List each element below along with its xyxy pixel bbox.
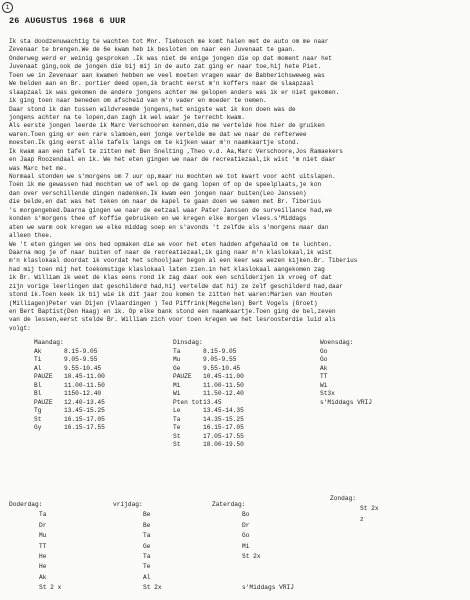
subject-code: Dr: [242, 521, 250, 529]
text-line: Daar stond ik dan tussen wildvreemde jongens,het enigste wat ik kon doen was de: [9, 105, 296, 113]
subject-code: Mu: [39, 532, 47, 540]
text-line: Als eerste jongen leerde ik Marc Verschooren kennen,die me vertelde hoe hier de gruiken: [9, 122, 325, 130]
schedule-row: [320, 373, 372, 382]
schedule-row: [34, 382, 105, 391]
subject-code: Mi: [173, 381, 181, 389]
time-slot: 11.50-12.40: [203, 390, 244, 397]
text-line: dan over verschillende dingen nadenken.Ik kwam een jongen naar buiten(Leo Janssen): [9, 189, 307, 197]
subject-code: Ta: [173, 347, 181, 355]
schedule-row: [173, 348, 244, 357]
schedule-row: [173, 382, 244, 391]
schedule-friday: [113, 500, 162, 594]
schedule-row: [173, 433, 244, 442]
subject-code: Ta: [143, 552, 151, 560]
text-line: moesten.Ik ging eerst alle tafels langs om te kijken waar m'n naamkaartje stond.: [9, 139, 300, 147]
text-line: had mij toen mij het toekomstige klaslokaal laten zien.in het klaslokaal aangekomen zag: [9, 265, 325, 273]
schedule-row: [173, 407, 244, 416]
subject-code: Pten tot: [173, 398, 203, 406]
time-slot: 11.00-11.50: [64, 381, 105, 389]
subject-code: [212, 573, 294, 583]
schedule-thursday: [9, 500, 61, 594]
text-line: 's morgengebed.Daarna gingen we naar de eetzaal waar Pater Janssen de surveillance had,we: [9, 206, 332, 214]
subject-code: s'Middags VRIJ: [320, 398, 372, 406]
time-slot: 13.45-15.25: [64, 407, 105, 414]
text-line: die belde,en dat was het teken om naar de kapel te gaan doen we samen met Br. Tiberius: [9, 198, 322, 206]
schedule-day-header: Woensdag:: [320, 339, 354, 346]
subject-code: St: [34, 415, 42, 423]
text-line: zijn vorige leerlingen dat geschilderd had,hij vertelde dat hij ze zelf geschilderd had,daar: [9, 282, 343, 290]
subject-code: [212, 562, 294, 572]
text-line: slaapzaal ik was gekomen de andere jongens achter me gelopen anders was ik er niet gekomen.: [9, 88, 340, 96]
schedule-row: [173, 441, 244, 450]
schedule-row: [34, 416, 105, 425]
schedule-wednesday: [320, 339, 372, 407]
time-slot: 18.00-19.50: [203, 441, 244, 448]
text-line: Toen we in Zevenaar aan kwamen hebben we veel moeten vragen waar de Babberichsweweg was: [9, 71, 325, 79]
schedule-day-header: Zondag:: [330, 495, 356, 502]
text-line: Daarna mog je of naar buiten of naar de recreatiezaal,ik ging naar m'n klaslokaal,ik wist: [9, 248, 332, 256]
text-line: Ik sta doodzenuwachtig te wachten tot Mnr. Tiebosch me komt halen met de auto om me naar: [9, 38, 329, 45]
schedule-sunday: [330, 494, 379, 525]
text-line: en Bert Baptist(Den Haag) en ik. Op elke bank stond een naamkaartje.Toen ging de bel,zeven: [9, 308, 336, 315]
text-line: waren.Toen ging er een rare slamoen,een jonge vertelde me dat we naar de refterwee: [9, 130, 307, 138]
schedule-row: [320, 390, 372, 399]
schedule-row: [34, 373, 105, 382]
schedule-row: [173, 390, 244, 399]
subject-code: St3x: [320, 390, 335, 397]
text-line: jongens achter na te lopen,dan zagh ik wel waar je terrecht kwam.: [9, 113, 245, 121]
text-line: We belden aan en Br. portier deed open,ik bracht eerst m'n koffers naar de slaapzaal: [9, 80, 314, 88]
subject-code: St 2 x: [39, 584, 62, 592]
subject-code: Te: [143, 563, 151, 571]
text-line: Juvenaat ging,ook de jongen die bij mij in de auto zat ging er naar toe,hij hete Piet.: [9, 63, 322, 71]
schedule-row: [173, 416, 244, 425]
schedule-row: [34, 399, 105, 408]
time-slot: 10.45-11.00: [64, 373, 105, 380]
subject-code: Go: [320, 347, 328, 355]
text-line: was Marc het me.: [9, 164, 68, 172]
subject-code: Ak: [34, 347, 42, 355]
text-line: en Jaap Roozendaal en ik. We het eten gingen we naar de recreatiezaal,ik wist 'm niet daar: [9, 156, 336, 164]
text-line: (Milliagen)Peter van Dijen (Vlaardingen ) Ted Piffrink(Megchelen) Bert Vogels (Groet): [9, 299, 318, 307]
schedule-row: [173, 399, 244, 408]
subject-code: Wi: [320, 381, 328, 389]
text-line: Zevenaar te brengen.We de 6e kwam heb ik besloten om naar een Juvenaat te gaan.: [9, 46, 296, 54]
schedule-row: [34, 356, 105, 365]
text-line: ik ging toen naar beneden om afscheid van m'n vader en moeder te nemen.: [9, 97, 267, 105]
time-slot: 9.05-9.55: [64, 356, 98, 363]
time-slot: 11.00-11.50: [203, 381, 244, 389]
subject-code: Gy: [34, 424, 42, 431]
schedule-row: [173, 356, 244, 365]
subject-code: Be: [143, 511, 151, 519]
subject-code: PAUZE: [34, 398, 53, 406]
text-line: stond ik.Toen keek ik bij wie ik dit jaar zou komen te zitten het waren:Marien van Houten: [9, 291, 332, 299]
text-line: m'n klaslokaal doordat ik voordat het schooljaar begon al een keer was wezen kijken.Br. Tiberius: [9, 257, 358, 265]
time-slot: 8.15-9.05: [203, 347, 237, 355]
time-slot: 9.55-10.45: [203, 364, 241, 372]
page-number-mark: 1: [2, 2, 13, 13]
time-slot: 8.15-9.05: [64, 347, 98, 355]
schedule-saturday: [212, 500, 294, 594]
text-line: Onderweg werd er weinig gesproken .Ik was niet de enige jongen die op dat moment naar het: [9, 54, 332, 62]
schedule-day-header: Dinsdag:: [173, 339, 203, 346]
subject-code: Wi: [173, 390, 181, 397]
time-slot: 12.40-13.45: [64, 398, 105, 406]
schedule-row: [320, 382, 372, 391]
text-line: ik Br. William ik weet de klas eens rond ik zag daar ook een schilderijen ik vroeg of dat: [9, 274, 332, 282]
subject-code: He: [39, 563, 47, 571]
schedule-row: [173, 373, 244, 382]
text-line: Normaal stonden we s'morgens om 7 uur op,maar nu mochten we tot kwart voor acht uitslapen.: [9, 173, 336, 180]
subject-code: Bl: [34, 390, 42, 397]
text-line: volgt:: [9, 324, 31, 332]
text-line: Ik kwam aan een tafel te zitten met Ben Snelting ,Theo v.d. Aa,Marc Verschoore,Jos Ramaekers: [9, 147, 343, 155]
subject-code: Ta: [173, 415, 181, 423]
time-slot: 10.45-11.00: [203, 373, 244, 380]
subject-code: St: [173, 441, 181, 448]
subject-code: s'Middags VRIJ: [242, 584, 294, 592]
subject-code: St 2x: [143, 584, 162, 592]
time-slot: 16.15-17.05: [64, 415, 105, 423]
subject-code: Ak: [320, 364, 328, 372]
schedule-row: [34, 424, 105, 433]
text-line: We 't eten gingen we ons bed opmaken die we voor het eten hadden afgehaald om te luchten.: [9, 240, 332, 248]
subject-code: Mi: [242, 542, 250, 550]
time-slot: 14.35-15.25: [203, 415, 244, 423]
subject-code: Le: [173, 407, 181, 414]
time-slot: 16.15-17.55: [64, 424, 105, 431]
subject-code: Be: [143, 521, 151, 529]
time-slot: 1150-12.40: [64, 390, 102, 397]
text-line: Toen ik me gewassen had mochten we of wel op de gang lopen of op de speelplaats,je kon: [9, 181, 322, 189]
subject-code: Ta: [143, 532, 151, 540]
time-slot: 13.45-14.35: [203, 407, 244, 414]
text-line: alleen thee.: [9, 232, 53, 240]
text-line: van de lessen,eerst stelde Br. William zich voor toen kregen we het lesroosterdie luid als: [9, 316, 336, 324]
schedule-day-header: vrijdag:: [113, 501, 143, 508]
subject-code: TT: [39, 542, 47, 550]
subject-code: Ge: [143, 542, 151, 550]
diary-heading: 26 AUGUSTUS 1968 6 UUR: [9, 16, 126, 26]
subject-code: Ge: [173, 364, 181, 372]
text-line: konden s'morgens thee of koffie gebruiken en we kregen elke morgen vlees.s'Middags: [9, 215, 307, 223]
subject-code: Ti: [34, 356, 42, 363]
subject-code: He: [39, 552, 47, 560]
schedule-row: [34, 390, 105, 399]
schedule-row: [34, 407, 105, 416]
subject-code: z: [360, 515, 364, 523]
schedule-day-header: Doderdag:: [9, 501, 43, 508]
subject-code: Dr: [39, 521, 47, 529]
subject-code: Bl: [34, 381, 42, 389]
subject-code: PAUZE: [173, 373, 192, 380]
schedule-day-header: Maandag:: [34, 339, 64, 346]
subject-code: Tg: [34, 407, 42, 414]
schedule-row: [320, 399, 372, 408]
subject-code: Go: [242, 532, 250, 540]
subject-code: St 2x: [360, 505, 379, 513]
schedule-row: [34, 365, 105, 374]
subject-code: Bo: [242, 511, 250, 519]
schedule-monday: [34, 339, 105, 433]
text-line: aten we warm ook kregen we elke middag soep en s'avonds 't zelfde als s'morgens maar dan: [9, 223, 329, 231]
schedule-row: [173, 365, 244, 374]
subject-code: Al: [143, 573, 151, 581]
time-slot: 9.05-9.55: [203, 356, 237, 363]
schedule-row: [320, 365, 372, 374]
schedule-row: [320, 348, 372, 357]
schedule-row: [173, 424, 244, 433]
subject-code: Al: [34, 364, 42, 372]
subject-code: Mu: [173, 356, 181, 363]
diary-body: [9, 38, 465, 333]
schedule-row: [34, 348, 105, 357]
time-slot: 17.05-17.55: [203, 432, 244, 440]
subject-code: Go: [320, 356, 328, 363]
subject-code: Ta: [39, 511, 47, 519]
schedule-day-header: Zaterdag:: [212, 501, 246, 508]
schedule-tuesday: [173, 339, 244, 450]
subject-code: St 2x: [242, 552, 261, 560]
schedule-row: [320, 356, 372, 365]
time-slot: 16.15-17.05: [203, 424, 244, 431]
time-slot: 13.45: [203, 398, 222, 406]
subject-code: Te: [173, 424, 181, 431]
subject-code: St: [173, 432, 181, 440]
subject-code: PAUZE: [34, 373, 53, 380]
subject-code: Ak: [39, 573, 47, 581]
time-slot: 9.55-10.45: [64, 364, 102, 372]
subject-code: TT: [320, 373, 328, 380]
